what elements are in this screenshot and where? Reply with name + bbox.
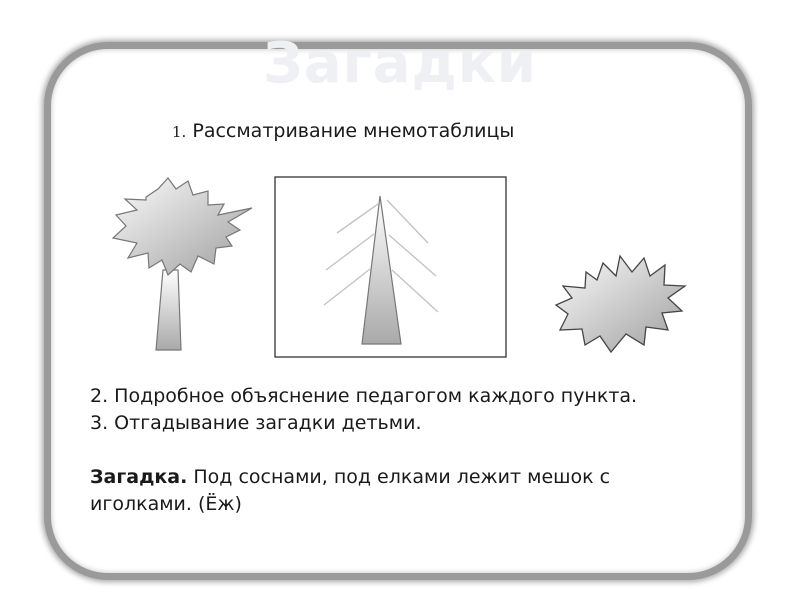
fir-tree-icon xyxy=(275,177,506,357)
slide-title: Загадки xyxy=(262,31,538,96)
step-1-text: Рассматривание мнемотаблицы xyxy=(192,120,515,142)
spacer xyxy=(90,437,690,464)
riddle xyxy=(90,464,690,518)
hedgehog-icon xyxy=(556,256,685,352)
instructions xyxy=(90,383,690,518)
step-3: 3. Отгадывание загадки детьми. xyxy=(90,412,422,434)
step-2: 2. Подробное объяснение педагогом каждого пункта. xyxy=(90,385,638,407)
riddle-label: Загадка. xyxy=(90,466,188,488)
step-1-number: 1. xyxy=(172,123,187,141)
pine-tree-icon xyxy=(113,178,252,350)
riddle-text: Под соснами, под елками лежит мешок с иголками. (Ёж) xyxy=(90,466,611,515)
